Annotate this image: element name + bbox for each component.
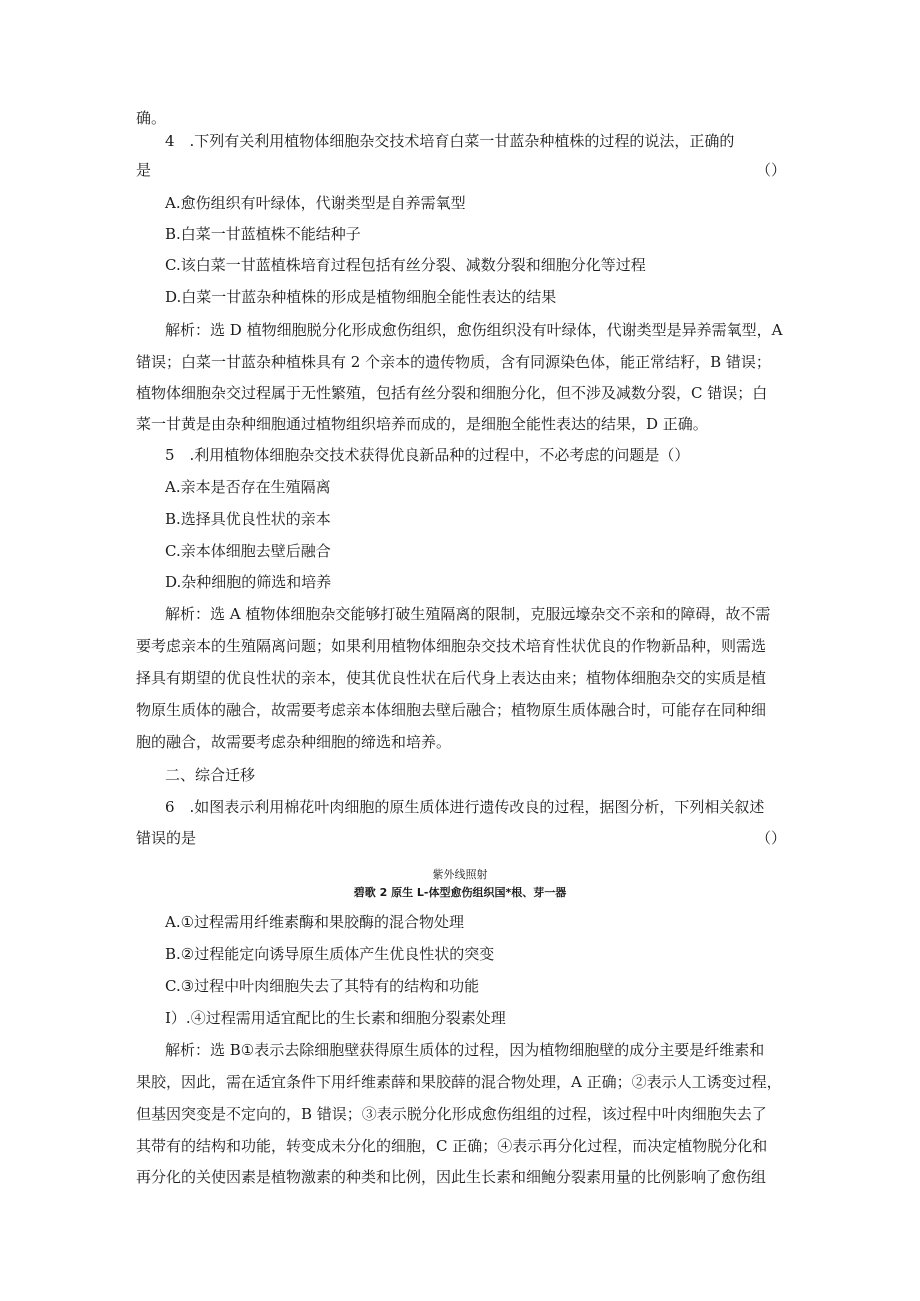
question-4-stem: 4 .下列有关利用植物体细胞杂交技术培育白菜一甘蓝杂种植株的过程的说法，正确的: [165, 132, 735, 150]
analysis-line: 要考虑亲本的生殖隔离问题；如果利用植物体细胞杂交技术培育性状优良的作物新品种，则需选: [136, 637, 767, 655]
option-b: B.②过程能定向诱导原生质体产生优良性状的突变: [165, 945, 495, 963]
section-heading: 二、综合迁移: [165, 766, 256, 784]
option-a: A.亲本是否存在生殖隔离: [165, 478, 331, 496]
analysis-line: 物原生质体的融合，故需要考虑亲本体细胞去壁后融合；植物原生质体融合时，可能存在同种细: [136, 701, 767, 719]
analysis-line: 胞的融合，故需要考虑杂种细胞的缔选和培养。: [136, 733, 452, 751]
question-5-stem: 5 .利用植物体细胞杂交技术获得优良新品种的过程中，不必考虑的问题是（）: [165, 446, 690, 464]
option-d: D.杂种细胞的筛选和培养: [165, 573, 332, 591]
option-d: D.白菜一甘蓝杂种植株的形成是植物细胞全能性表达的结果: [165, 288, 557, 306]
analysis-line: 再分化的关使因素是植物激素的种类和比例，因此生长素和细鲍分裂素用量的比例影响了愈伤组: [136, 1168, 767, 1186]
question-6-stem: 6 .如图表示利用棉花叶肉细胞的原生质体进行遗传改良的过程，据图分析，下列相关叙述: [165, 798, 765, 816]
analysis-line: 错误；白菜一甘蓝杂种植株具有 2 个亲本的遗传物质，含有同源染色体，能正常结籽，B 错误；: [136, 353, 771, 371]
option-c: C.③过程中叶肉细胞失去了其特有的结构和功能: [165, 977, 480, 995]
analysis-line: 择具有期望的优良性状的亲本，使其优良性状在后代身上表达由来；植物体细胞杂交的实质是植: [136, 669, 767, 687]
analysis-line: 果胶，因此，需在适宜条件下用纤维素薛和果胶薛的混合物处理，A 正确；②表示人工诱变过程，: [136, 1073, 782, 1091]
analysis-line: 植物体细胞杂交过程属于无性繁殖，包括有丝分裂和细胞分化，但不涉及减数分裂，C 错误；白: [136, 384, 768, 402]
option-a: A.①过程需用纤维素酶和果胶酶的混合物处理: [165, 913, 465, 931]
option-b: B.选择具优良性状的亲本: [165, 510, 331, 528]
analysis-line: 解析：选 B①表示去除细胞壁获得原生质体的过程，因为植物细胞壁的成分主要是纤维素和: [165, 1041, 765, 1059]
option-b: B.白菜一甘蓝植株不能结种子: [165, 225, 361, 243]
answer-bracket: （）: [756, 829, 787, 847]
figure-flow-label: 碧歌 2 原生 L-体型愈伤组织国*根、芽一器: [353, 886, 567, 899]
figure-top-label: 紫外线照射: [432, 868, 488, 881]
option-c: C.亲本体细胞去壁后融合: [165, 542, 331, 560]
option-d: I）.④过程需用适宜配比的生长素和细胞分裂素处理: [165, 1009, 506, 1027]
analysis-line: 菜一甘黄是由杂种细胞通过植物组织培养而成的，是细胞全能性表达的结果，D 正确。: [136, 415, 708, 433]
question-6-stem-cont: 错误的是: [136, 829, 197, 847]
text-line: 确。: [136, 109, 167, 127]
answer-bracket: （）: [756, 161, 787, 179]
analysis-line: 其带有的结构和功能，转变成未分化的细胞，C 正确；④表示再分化过程，而决定植物脱分化和: [136, 1137, 768, 1155]
option-a: A.愈伤组织有叶绿体，代谢类型是自养需氧型: [165, 194, 466, 212]
question-4-stem-cont: 是: [136, 161, 152, 179]
option-c: C.该白菜一甘蓝植株培育过程包括有丝分裂、减数分裂和细胞分化等过程: [165, 256, 646, 274]
analysis-line: 解析：选 D 植物细胞脱分化形成愈伤组织，愈伤组织没有叶绿体，代谢类型是异养需氧型，A: [165, 321, 783, 339]
analysis-line: 解析：选 A 植物体细胞杂交能够打破生殖隔离的限制，克服远壕杂交不亲和的障碍，故不需: [165, 605, 771, 623]
analysis-line: 但基因突变是不定向的，B 错误；③表示脱分化形成愈伤组组的过程，该过程中叶肉细胞失去了: [136, 1105, 767, 1123]
